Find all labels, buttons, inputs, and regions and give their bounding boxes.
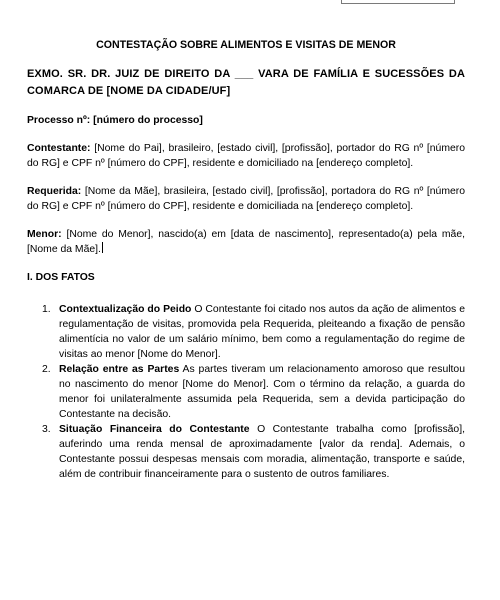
court-address: EXMO. SR. DR. JUIZ DE DIREITO DA ___ VARA DE FAMÍLIA E SUCESSÕES DA COMARCA DE [NOME DA CIDADE/UF] [27,68,465,97]
fact-title: Contextualização do Peido [59,304,192,315]
contestante-label: Contestante: [27,143,91,154]
top-box [341,0,455,4]
menor-paragraph [27,227,465,257]
fact-number: 2. [42,364,51,375]
fact-title: Relação entre as Partes [59,364,180,375]
fact-number: 3. [42,424,51,435]
process-label: Processo nº: [27,115,91,126]
fact-item [27,302,465,362]
section-heading-facts: I. DOS FATOS [27,272,95,283]
requerida-text: [Nome da Mãe], brasileira, [estado civil], [profissão], portadora do RG nº [número do RG] e CPF nº [número do CPF], residente e domiciliada na [endereço completo]. [27,186,465,212]
text-cursor [102,242,103,253]
fact-item [27,422,465,482]
contestante-text: [Nome do Pai], brasileiro, [estado civil], [profissão], portador do RG nº [número do RG] e CPF nº [número do CPF], residente e domiciliado na [endereço completo]. [27,143,465,169]
requerida-label: Requerida: [27,186,82,197]
fact-title: Situação Financeira do Contestante [59,424,250,435]
fact-text: O Contestante trabalha como [profissão], auferindo uma renda mensal de aproximadamente [valor da renda]. Ademais, o Contestante possui despesas mensais com moradia, alimentação, transporte e saúde, além de contribuir financeiramente para o sustento de outros familiares. [59,424,465,480]
fact-text: O Contestante foi citado nos autos da ação de alimentos e regulamentação de visitas, promovida pela Requerida, pleiteando a fixação de pensão alimentícia no valor de um salário mínimo, bem como a regulamentação do regime de visitas ao menor [Nome do Menor]. [59,304,465,360]
requerida-paragraph [27,184,465,214]
contestante-paragraph [27,141,465,171]
menor-text: [Nome do Menor], nascido(a) em [data de nascimento], representado(a) pela mãe, [Nome da Mãe]. [27,229,465,255]
menor-label: Menor: [27,229,62,240]
facts-list [27,302,465,482]
process-line [27,113,465,128]
fact-text: As partes tiveram um relacionamento amoroso que resultou no nascimento do menor [Nome do Menor]. Com o término da relação, a guarda do menor foi unilateralmente assumida pela Requerida, sem a devida participação do Contestante na decisão. [59,364,465,420]
process-number: [número do processo] [93,115,203,126]
fact-number: 1. [42,304,51,315]
fact-item [27,362,465,422]
document-title: CONTESTAÇÃO SOBRE ALIMENTOS E VISITAS DE MENOR [96,39,396,51]
document-content [27,38,465,482]
